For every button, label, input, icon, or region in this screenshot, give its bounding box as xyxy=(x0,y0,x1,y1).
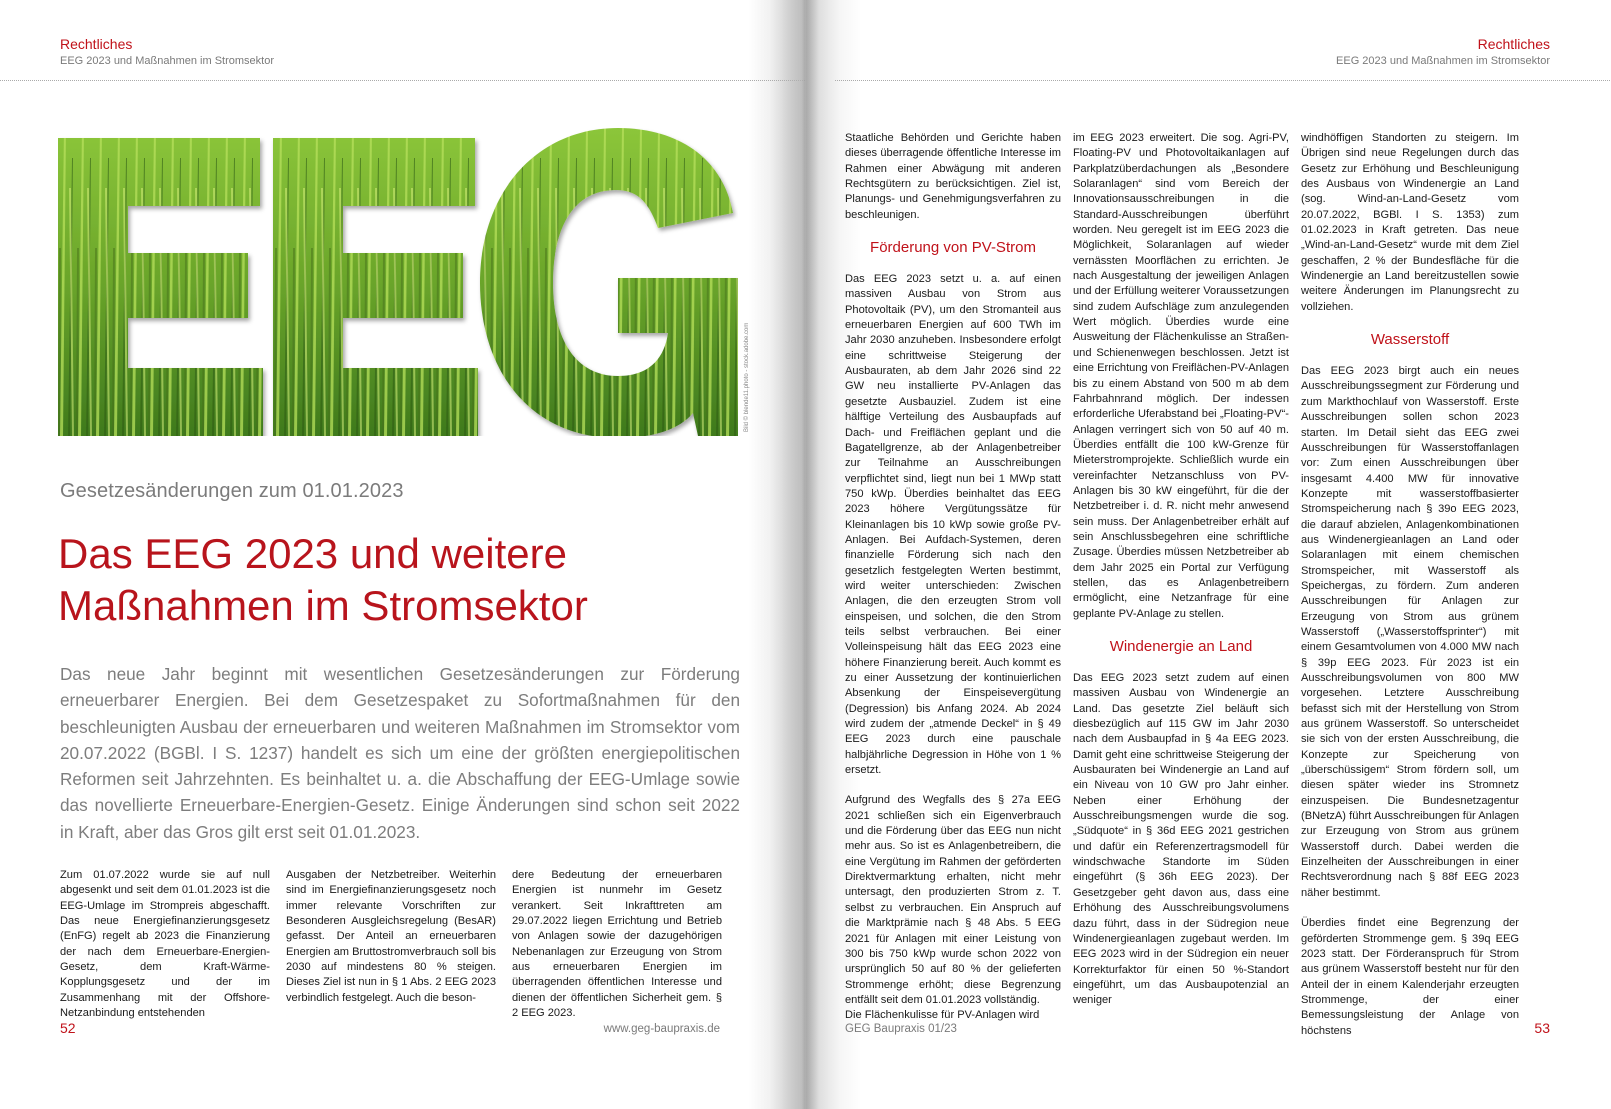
page-number: 52 xyxy=(60,1020,76,1036)
paragraph: Staatliche Behörden und Gerichte haben dieses überragende öffentliche Interesse im Rahmen einer Abwägung mit anderen Rechtsgütern zu berücksichtigen. Ziel ist, Planungs- und Genehmigungsverfahren zu beschleunigen. xyxy=(845,132,1061,221)
section-label: Rechtliches xyxy=(1477,36,1550,52)
body-column-2 xyxy=(286,868,496,1006)
headline-line-2: Maßnahmen im Stromsektor xyxy=(58,582,588,629)
subheading-pv: Förderung von PV-Strom xyxy=(870,239,1036,257)
article-headline xyxy=(58,528,758,632)
page-number: 53 xyxy=(1534,1020,1550,1036)
right-page xyxy=(805,0,1610,1109)
paragraph: dere Bedeutung der erneuerbaren Energien ist nunmehr im Gesetz verankert. Seit Inkrafttreten am 29.07.2022 liegen Errichtung und Betrieb von Anlagen sowie der dazugehörigen Nebenanlagen zur Erzeugung von Strom aus erneuerbaren Energien im überragenden öffentlichen Interesse und dienen der öffentlichen Sicherheit gem. § 2 EEG 2023. xyxy=(512,869,722,1020)
kicker: Gesetzesänderungen zum 01.01.2023 xyxy=(60,480,404,502)
headline-line-1: Das EEG 2023 und weitere xyxy=(58,530,567,577)
running-subtitle: EEG 2023 und Maßnahmen im Stromsektor xyxy=(1336,55,1550,67)
footer-url: www.geg-baupraxis.de xyxy=(603,1023,720,1035)
body-column-1 xyxy=(60,868,270,1021)
paragraph: Ausgaben der Netzbetreiber. Weiterhin sind im Energiefinanzierungsgesetz noch immer relevante Vorschriften zur Besonderen Ausgleichsregelung (BesAR) gefasst. Der Anteil an erneuerbaren Energien am Bruttostromverbrauch soll bis 2030 auf mindestens 80 % steigen. Dieses Ziel ist nun in § 1 Abs. 2 EEG 2023 verbindlich festgelegt. Auch die beson- xyxy=(286,869,496,1004)
body-column-3 xyxy=(512,868,722,1021)
paragraph: Das EEG 2023 setzt zudem auf einen massiven Ausbau von Windenergie an Land. Das gesetzte Ziel beläuft sich diesbezüglich auf 115 GW im Jahr 2030 nach dem Ausbaupfad in § 4a EEG 2023. Damit geht eine schrittweise Steigerung der Ausbauraten bei Windenergie an Land auf ein Niveau von 10 GW pro Jahr einher. Neben einer Erhöhung der Ausschreibungsmengen wurde die sog. „Südquote“ in § 36d EEG 2021 gestrichen und dafür ein Referenzertragsmodell für windschwache Standorte im Süden eingeführt (§ 36h EEG 2023). Der Gesetzgeber geht davon aus, dass eine Erhöhung des Ausschreibungsvolumens dazu führt, dass in der Südregion neue Windenergieanlagen zugebaut werden. Im EEG 2023 wird in der Südregion ein neuer Korrekturfaktor für einen 50 %-Standort eingeführt, um das Ausbaupotenzial an weniger xyxy=(1073,672,1289,1007)
paragraph: Das EEG 2023 birgt auch ein neues Ausschreibungssegment zur Förderung und zum Markthochlauf von Wasserstoff. Erste Ausschreibungen sollen schon 2023 starten. Im Detail sieht das EEG zwei Ausschreibungen für Wasserstoffanlagen vor: Zum einen Ausschreibungen über insgesamt 4.400 MW für innovative Konzepte mit wasserstoffbasierter Stromspeicherung nach § 39o EEG 2023, die darauf abzielen, Anlagenkombinationen aus Windenergieanlagen an Land oder Solaranlagen mit einem chemischen Stromspeicher, mit Wasserstoff als Speichergas, zu fördern. Zum anderen Ausschreibungen für Anlagen zur Erzeugung von Strom aus grünem Wasserstoff („Wasserstoffsprinter“) mit einem Gesamtvolumen von 4.000 MW nach § 39p EEG 2023. Für 2023 ist ein Ausschreibungsvolumen von 800 MW vorgesehen. Letztere Ausschreibung befasst sich mit der Herstellung von Strom aus grünem Wasserstoff. So unterscheidet sie sich von der ersten Ausschreibung, die Konzepte zur Speicherung von „überschüssigem“ Strom fördern soll, um diesen später wieder ins Stromnetz einzuspeisen. Die Bundesnetzagentur (BNetzA) führt Ausschreibungen für Anlagen zur Erzeugung von Strom aus grünem Wasserstoff durch. Dabei werden die Einzelheiten der Ausschreibungen in einer Rechtsverordnung nach § 88f EEG 2023 näher bestimmt. xyxy=(1301,365,1519,899)
grass-letters-graphic xyxy=(58,128,738,436)
left-page xyxy=(0,0,805,1109)
body-column-6 xyxy=(1301,131,1519,1039)
paragraph: windhöffigen Standorten zu steigern. Im Übrigen sind neue Regelungen durch das Gesetz zur Erhöhung und Beschleunigung des Ausbaus von Windenergie an Land (sog. Wind-an-Land-Gesetz vom 20.07.2022, BGBl. I S. 1353) zum 01.02.2023 in Kraft getreten. Das neue „Wind-an-Land-Gesetz“ wurde mit dem Ziel geschaffen, 2 % der Bundesfläche für die Windenergie an Land bereitzustellen sowie weitere Änderungen im Planungsrecht zu vollziehen. xyxy=(1301,132,1519,313)
paragraph: im EEG 2023 erweitert. Die sog. Agri-PV, Floating-PV und Photovoltaikanlagen auf Parkplatzüberdachungen als „Besondere Solaranlagen“ sind vom Bereich der Innovationsausschreibungen in die Standard-Ausschreibungen überführt worden. Neu geregelt ist im EEG 2023 die Möglichkeit, Solaranlagen auf wieder vernässten Moorflächen zu errichten. Je nach Ausgestaltung der jeweiligen Anlagen und der Erfüllung weiterer Voraussetzungen sind zudem Aufschläge zum anzulegenden Wert möglich. Überdies wurde eine Ausweitung der Flächenkulisse an Straßen- und Schienenwegen beschlossen. Jetzt ist eine Errichtung von Freiflächen-PV-Anlagen bis zu einem Abstand von 500 m ab dem Fahrbahnrand möglich. Der indessen erforderliche Uferabstand bei „Floating-PV“-Anlagen verringert sich von 50 auf 40 m. Überdies entfällt die 100 kW-Grenze für Mieterstromprojekte. Schließlich wurde ein vereinfachter Netzanschluss von PV-Anlagen bis 30 kW eingeführt, für die der Netzbetreiber i. d. R. nicht mehr anwesend sein muss. Der Anlagenbetreiber erhält auf sein Anschlussbegehren eine schriftliche Zusage. Überdies müssen Netzbetreiber ab dem Jahr 2025 ein Portal zur Verfügung stellen, das es Anlagenbetreibern ermöglicht, eine Netzanfrage für eine geplante PV-Anlage zu stellen. xyxy=(1073,132,1289,620)
subheading-wind: Windenergie an Land xyxy=(1109,638,1253,655)
section-label: Rechtliches xyxy=(60,36,133,52)
body-column-4 xyxy=(845,131,1061,1024)
dotted-divider xyxy=(835,80,1610,81)
paragraph: Das EEG 2023 setzt u. a. auf einen massiven Ausbau von Strom aus Photovoltaik (PV), um den Stromanteil aus erneuerbaren Energien auf 600 TWh im Jahr 2030 anzuheben. Insbesondere erfolgt eine schrittweise Steigerung der Ausbauraten, ab dem Jahr 2026 sind 22 GW neu installierte PV-Anlagen das gesetzte Ausbauziel. Zudem ist eine hälftige Verteilung des Ausbaupfads auf Dach- und Freiflächen geplant und die Bagatellgrenze, ab der Anlagenbetreiber zur Teilnahme an Ausschreibungen verpflichtet sind, liegt nun bei 1 MWp statt 750 kWp. Überdies beinhaltet das EEG 2023 höhere Vergütungssätze für Kleinanlagen bis 10 kWp sowie große PV-Anlagen. Bei Aufdach-Systemen, deren finanzielle Förderung sich nach den gesetzlich festgelegten Werten bestimmt, wird weiter unterschieden: Zwischen Anlagen, die den erzeugten Strom voll einspeisen, und solchen, die den Strom teils selbst verbrauchen. Bei einer Volleinspeisung hält das EEG 2023 eine höhere Finanzierung bereit. Auch kommt es zu einer Aussetzung der kontinuierlichen Absenkung der Einspeisevergütung (Degression) bis Anfang 2024. Ab 2024 wird zudem der „atmende Deckel“ in § 49 EEG 2023 durch eine pauschale halbjährliche Degression in Höhe von 1 % ersetzt. xyxy=(845,273,1061,777)
dotted-divider xyxy=(0,80,805,81)
subheading-hydrogen: Wasserstoff xyxy=(1370,331,1450,349)
photo-credit: Bild © blende11.photo - stock.adobe.com xyxy=(744,322,750,432)
running-subtitle: EEG 2023 und Maßnahmen im Stromsektor xyxy=(60,55,274,67)
running-head-left xyxy=(60,35,274,69)
lead-paragraph: Das neue Jahr beginnt mit wesentlichen Gesetzesänderungen zur Förderung erneuerbarer Energien. Bei dem Gesetzespaket zu Sofortmaßnahmen für den beschleunigten Ausbau der erneuerbaren und weiteren Maßnahmen im Stromsektor vom 20.07.2022 (BGBl. I S. 1237) handelt es sich um eine der größten energiepolitischen Reformen seit Jahrzehnten. Es beinhaltet u. a. die Abschaffung der EEG-Umlage sowie das novellierte Erneuerbare-Energien-Gesetz. Einige Änderungen sind schon seit 2022 in Kraft, aber das Gros gilt erst seit 01.01.2023. xyxy=(60,664,740,842)
body-column-5 xyxy=(1073,131,1289,1009)
paragraph: Überdies findet eine Begrenzung der geförderten Strommenge gem. § 39q EEG 2023 statt. Der Förderanspruch für Strom aus grünem Wasserstoff besteht nur für den Anteil der in einem Kalenderjahr erzeugten Strommenge, der einer Bemessungsleistung der Anlage von höchstens xyxy=(1301,917,1519,1037)
footer-issue: GEG Baupraxis 01/23 xyxy=(845,1023,957,1035)
hero-image-eeg-grass xyxy=(58,128,738,436)
paragraph: Die Flächenkulisse für PV-Anlagen wird xyxy=(845,1009,1040,1022)
paragraph: Aufgrund des Wegfalls des § 27a EEG 2021 schließen sich ein Eigenverbrauch und die Förderung über das EEG nun nicht mehr aus. So ist es Anlagenbetreibern, die eine Vergütung im Rahmen der geförderten Direktvermarktung erhalten, nicht mehr untersagt, den produzierten Strom z. T. selbst zu verbrauchen. Ein Anspruch auf die Marktprämie nach § 48 Abs. 5 EEG 2021 für Anlagen mit einer Leistung von 300 bis 750 kWp wurde schon 2022 von ursprünglich 50 auf 80 % der gelieferten Strommenge erhöht; diese Begrenzung entfällt seit dem 01.01.2023 vollständig. xyxy=(845,794,1061,1006)
running-head-right xyxy=(1336,35,1550,69)
paragraph: Zum 01.07.2022 wurde sie auf null abgesenkt und seit dem 01.01.2023 ist die EEG-Umlage im Strompreis abgeschafft. Das neue Energiefinanzierungsgesetz (EnFG) regelt ab 2023 die Finanzierung der nach dem Erneuerbare-Energien-Gesetz, dem Kraft-Wärme-Kopplungsgesetz und der im Zusammenhang mit der Offshore-Netzanbindung entstehenden xyxy=(60,869,270,1020)
